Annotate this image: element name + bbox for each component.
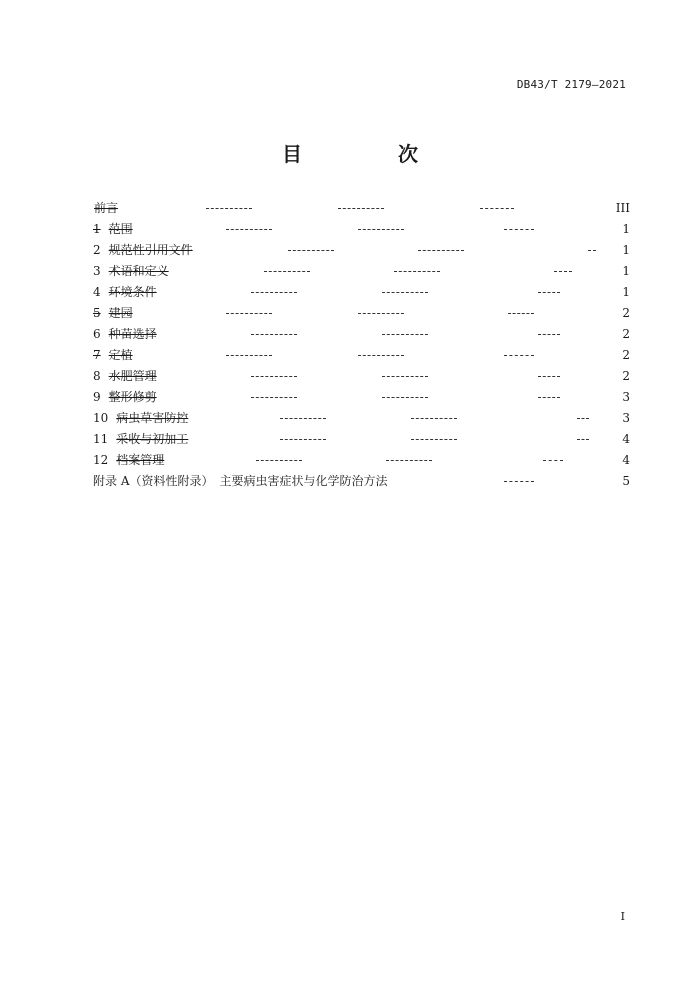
toc-entry-label: 7 定植 <box>93 348 133 362</box>
leader-dots <box>577 439 589 440</box>
toc-entry-label: 2 规范性引用文件 <box>93 243 193 257</box>
toc-entry-page: 2 <box>622 369 630 383</box>
toc-entry-label: 11 采收与初加工 <box>93 432 189 446</box>
leader-dots <box>280 439 326 440</box>
toc-entry-label: 5 建园 <box>93 306 133 320</box>
toc-entry[interactable] <box>76 387 632 408</box>
leader-dots <box>538 292 560 293</box>
leader-dots <box>411 439 457 440</box>
toc-entry-label: 附录 A（资料性附录） 主要病虫害症状与化学防治方法 <box>93 474 388 488</box>
leader-dots <box>508 313 534 314</box>
toc-title: 目 次 <box>282 142 456 166</box>
toc-entry-page: 2 <box>622 327 630 341</box>
toc-entry-label: 10 病虫草害防控 <box>93 411 189 425</box>
toc-entry-page: 2 <box>622 348 630 362</box>
leader-dots <box>382 292 428 293</box>
leader-dots <box>251 334 297 335</box>
toc-entry-label: 1 范围 <box>93 222 133 236</box>
toc-entry[interactable] <box>76 303 632 324</box>
toc-entry[interactable] <box>76 345 632 366</box>
toc-entry-page: 1 <box>622 264 630 278</box>
leader-dots <box>206 208 252 209</box>
toc-entry-label: 9 整形修剪 <box>93 390 157 404</box>
leader-dots <box>543 460 563 461</box>
leader-dots <box>226 229 272 230</box>
toc-entry-page: 3 <box>622 390 630 404</box>
toc-entry-label: 4 环境条件 <box>93 285 157 299</box>
leader-dots <box>538 334 560 335</box>
table-of-contents <box>76 198 632 492</box>
toc-entry[interactable] <box>76 429 632 450</box>
leader-dots <box>251 292 297 293</box>
toc-entry-label: 6 种苗选择 <box>93 327 157 341</box>
toc-entry[interactable] <box>76 366 632 387</box>
leader-dots <box>554 271 572 272</box>
toc-entry[interactable] <box>76 240 632 261</box>
toc-entry[interactable] <box>76 324 632 345</box>
toc-entry-page: 5 <box>622 474 630 488</box>
toc-entry-page: 3 <box>622 411 630 425</box>
leader-dots <box>280 418 326 419</box>
leader-dots <box>504 229 534 230</box>
toc-entry[interactable] <box>76 450 632 471</box>
leader-dots <box>358 313 404 314</box>
toc-entry-page: 1 <box>622 285 630 299</box>
leader-dots <box>226 355 272 356</box>
leader-dots <box>251 397 297 398</box>
document-code: DB43/T 2179—2021 <box>516 78 626 91</box>
leader-dots <box>256 460 302 461</box>
leader-dots <box>338 208 384 209</box>
leader-dots <box>504 355 534 356</box>
leader-dots <box>251 376 297 377</box>
toc-entry[interactable] <box>76 219 632 240</box>
toc-entry-label: 前言 <box>94 201 119 215</box>
toc-entry-page: 4 <box>622 432 630 446</box>
leader-dots <box>288 250 334 251</box>
leader-dots <box>358 229 404 230</box>
leader-dots <box>418 250 464 251</box>
toc-entry[interactable] <box>76 471 632 492</box>
leader-dots <box>226 313 272 314</box>
toc-entry[interactable] <box>76 282 632 303</box>
leader-dots <box>504 481 534 482</box>
leader-dots <box>382 376 428 377</box>
toc-entry-page: 2 <box>622 306 630 320</box>
leader-dots <box>382 397 428 398</box>
toc-entry[interactable] <box>76 261 632 282</box>
toc-entry-page: 1 <box>622 222 630 236</box>
leader-dots <box>577 418 589 419</box>
toc-entry-page: 4 <box>622 453 630 467</box>
leader-dots <box>588 250 596 251</box>
toc-entry[interactable] <box>76 408 632 429</box>
leader-dots <box>386 460 432 461</box>
leader-dots <box>382 334 428 335</box>
leader-dots <box>264 271 310 272</box>
toc-entry[interactable] <box>76 198 632 219</box>
leader-dots <box>358 355 404 356</box>
toc-entry-page: III <box>615 201 630 215</box>
leader-dots <box>538 397 560 398</box>
toc-entry-label: 8 水肥管理 <box>93 369 157 383</box>
toc-entry-label: 3 术语和定义 <box>93 264 169 278</box>
toc-entry-page: 1 <box>622 243 630 257</box>
leader-dots <box>480 208 514 209</box>
leader-dots <box>538 376 560 377</box>
toc-entry-label: 12 档案管理 <box>93 453 165 467</box>
leader-dots <box>394 271 440 272</box>
leader-dots <box>411 418 457 419</box>
page-number: I <box>620 910 625 923</box>
